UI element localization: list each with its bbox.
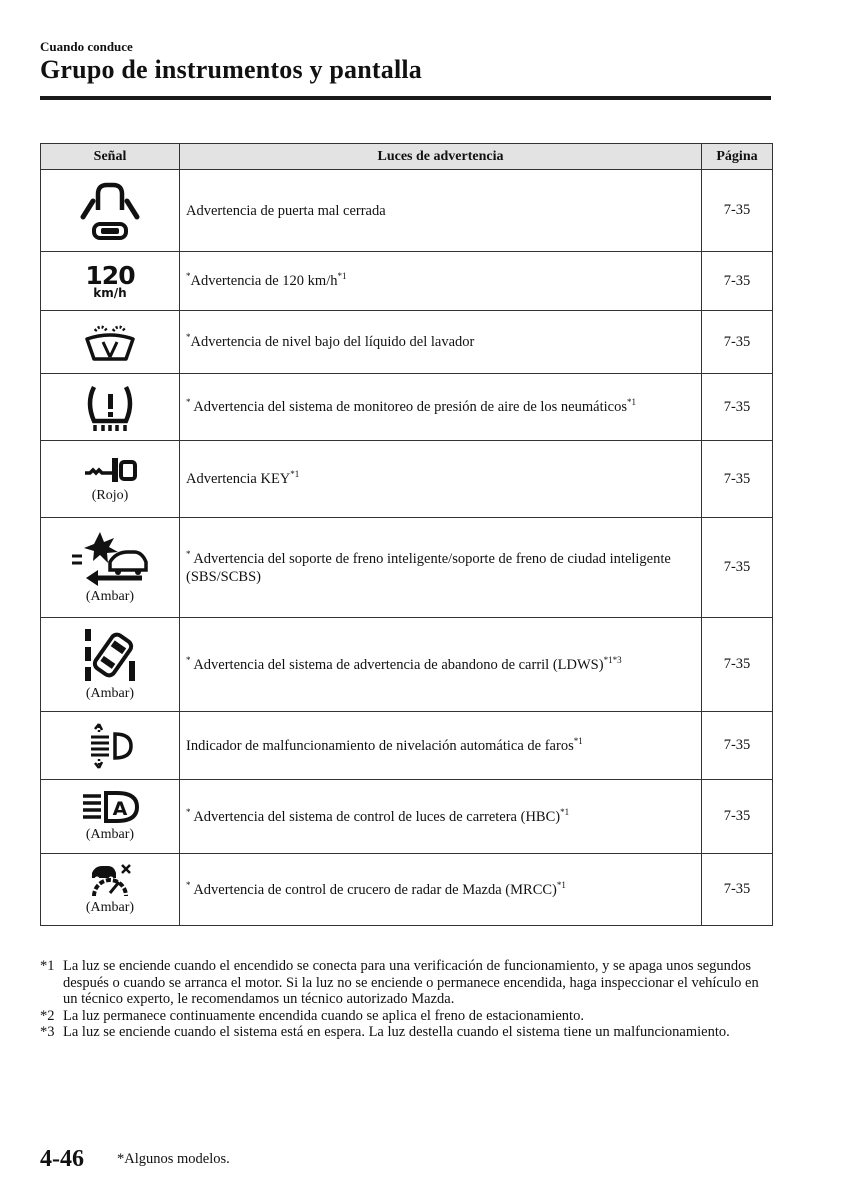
lane-departure-icon <box>82 627 138 683</box>
page-reference: 7-35 <box>702 518 773 618</box>
warning-description: * Advertencia del soporte de freno inteligente/soporte de freno de ciudad inteligente (SBS/SCBS) <box>180 518 702 618</box>
title-rule <box>40 96 771 100</box>
signal-cell <box>41 374 180 441</box>
signal-cell <box>41 311 180 374</box>
headlight-leveling-icon <box>85 720 135 772</box>
page-reference: 7-35 <box>702 252 773 311</box>
page-number: 4-46 <box>40 1146 84 1172</box>
signal-cell <box>41 618 180 712</box>
high-beam-control-icon <box>81 790 139 824</box>
signal-cell <box>41 780 180 854</box>
footnote-item: *2 La luz permanece continuamente encendida cuando se aplica el freno de estacionamiento. <box>40 1007 584 1024</box>
footnotes <box>40 958 775 1041</box>
signal-cell <box>41 441 180 518</box>
table-row <box>41 618 773 712</box>
page-reference: 7-35 <box>702 170 773 252</box>
page-title: Grupo de instrumentos y pantalla <box>40 55 423 84</box>
table-row <box>41 712 773 780</box>
page-reference: 7-35 <box>702 441 773 518</box>
column-header-signal: Señal <box>41 144 180 170</box>
washer-fluid-icon <box>83 321 137 363</box>
table-row <box>41 311 773 374</box>
warning-description: * Advertencia del sistema de control de luces de carretera (HBC)$^{*1}$ <box>180 780 702 854</box>
signal-color-caption: (Ambar) <box>85 827 135 842</box>
some-models-note: *Algunos modelos. <box>117 1151 230 1167</box>
footnote-item: *3 La luz se enciende cuando el sistema está en espera. La luz destella cuando el sistema tiene un malfuncionamiento. <box>40 1024 730 1040</box>
signal-color-caption: (Rojo) <box>91 487 129 503</box>
page-reference: 7-35 <box>702 311 773 374</box>
table-row <box>41 780 773 854</box>
key-icon <box>82 455 138 485</box>
signal-cell <box>41 518 180 618</box>
tire-pressure-icon <box>83 381 137 433</box>
warning-description: * Advertencia del sistema de advertencia de abandono de carril (LDWS)$^{*1*3}$ <box>180 618 702 712</box>
warning-description: *Advertencia de 120 $km/h^{*1}$ <box>180 252 702 311</box>
signal-cell <box>41 170 180 252</box>
svg-text:A: A <box>112 798 128 820</box>
signal-color-caption: (Ambar) <box>85 686 135 701</box>
signal-color-caption: (Ambar) <box>85 900 135 915</box>
warning-description: Indicador de malfuncionamiento de nivelación automática de faros$^{*1}$ <box>180 712 702 780</box>
door-ajar-icon <box>80 180 140 242</box>
smart-brake-icon <box>68 530 152 586</box>
signal-cell <box>41 712 180 780</box>
table-row <box>41 252 773 311</box>
table-header-row <box>41 144 773 170</box>
warning-description: *Advertencia de nivel bajo del líquido del lavador <box>180 311 702 374</box>
table-row <box>41 170 773 252</box>
warning-description: * Advertencia de control de crucero de radar de Mazda (MRCC)$^{*1}$ <box>180 854 702 926</box>
table-row <box>41 374 773 441</box>
table-row <box>41 518 773 618</box>
page-reference: 7-35 <box>702 780 773 854</box>
section-label: Cuando conduce <box>40 39 133 54</box>
speed-120-icon: 120 km/h <box>85 261 135 300</box>
warning-description: Advertencia KEY$^{*1}$ <box>180 441 702 518</box>
signal-cell <box>41 252 180 311</box>
page-reference: 7-35 <box>702 374 773 441</box>
table-row <box>41 854 773 926</box>
radar-cruise-icon <box>86 863 134 897</box>
warning-description: Advertencia de puerta mal cerrada <box>180 170 702 252</box>
signal-cell <box>41 854 180 926</box>
column-header-warning-lights: Luces de advertencia <box>180 144 702 170</box>
signal-color-caption: (Ambar) <box>85 589 135 604</box>
warning-lights-table <box>40 143 773 926</box>
page-reference: 7-35 <box>702 618 773 712</box>
page-reference: 7-35 <box>702 712 773 780</box>
warning-description: * Advertencia del sistema de monitoreo de presión de aire de los neumáticos$^{*1}$ <box>180 374 702 441</box>
page-reference: 7-35 <box>702 854 773 926</box>
column-header-page: Página <box>702 144 773 170</box>
table-row <box>41 441 773 518</box>
footnote-item: *1 La luz se enciende cuando el encendido se conecta para una verificación de funcionamiento, y se apaga unos segundos después o cuando se arranca el motor. Si la luz no se enciende o permanece encendida, haga inspeccionar el vehículo en un técnico experto, le recomendamos un técnico autorizado Mazda. <box>40 958 759 1007</box>
